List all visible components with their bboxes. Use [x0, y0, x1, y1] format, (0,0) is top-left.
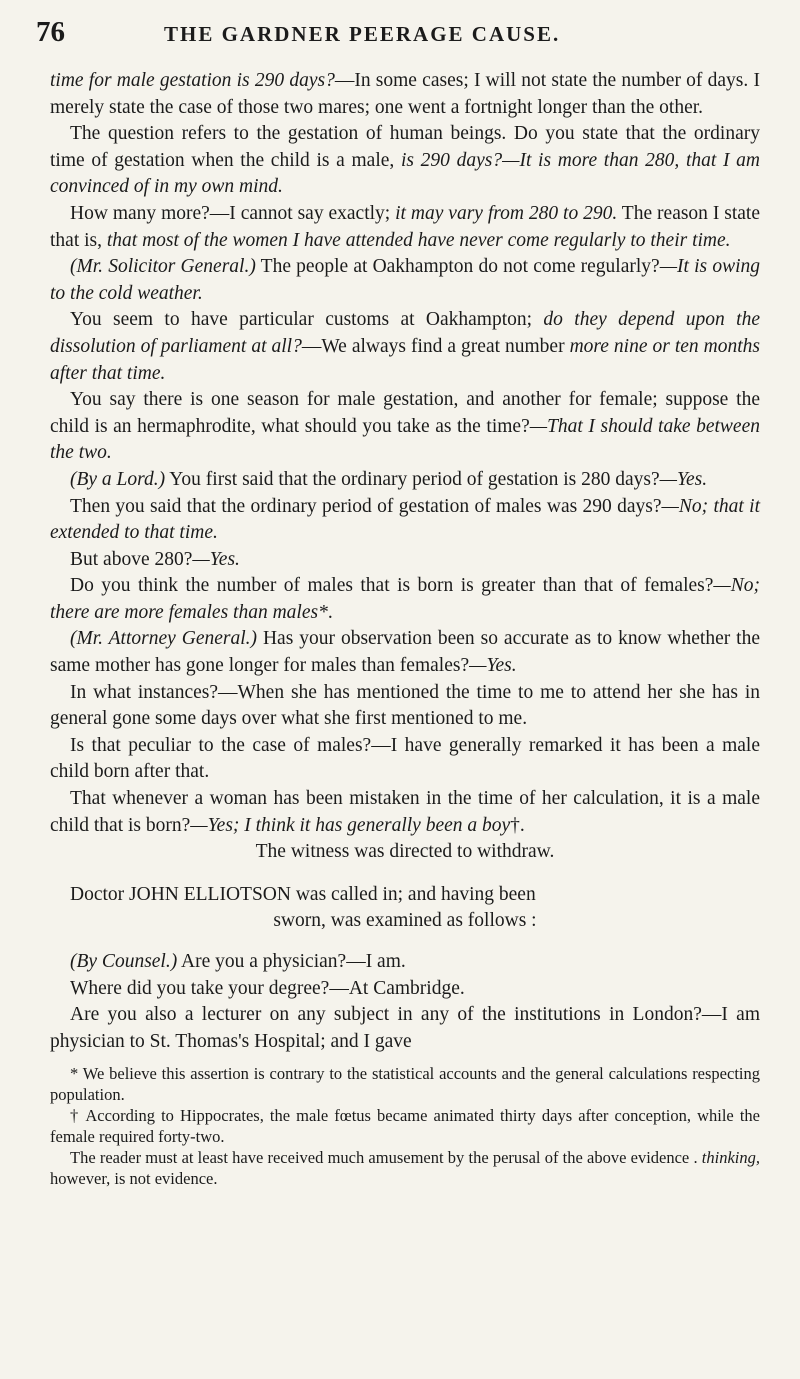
paragraph-15: [50, 949, 760, 976]
paragraph-3: [50, 201, 760, 254]
answer-text: —No; that it extended to that time.: [50, 495, 761, 544]
footnote-2: † According to Hippocrates, the male fœtus became animated thirty days after conception, while the female required forty-two.: [50, 1106, 760, 1147]
speaker: (By Counsel.): [70, 951, 178, 972]
question-text: Where did you take your degree?: [70, 977, 330, 999]
speaker: (Mr. Attorney General.): [70, 628, 258, 650]
answer-text: —I have generally remarked it has been a male child born after that.: [50, 734, 760, 783]
answer-text: —It is more than 280, that I am convinced of in my own mind.: [50, 149, 760, 198]
question-italic: do they depend upon the dissolution of parliament at all?: [50, 309, 760, 357]
paragraph-4: [50, 254, 760, 307]
page-header: [36, 16, 764, 50]
question-text: Are you also a lecturer on any subject in any of the institutions in London?: [70, 1004, 702, 1026]
answer-text: —At Cambridge.: [329, 977, 465, 999]
paragraph-7: [50, 467, 760, 494]
question-text: The question refers to the gestation of human beings. Do you state that the ordinary time of gestation when the child is a male,: [50, 123, 760, 171]
paragraph-14: [50, 786, 760, 839]
sentence-end: .: [519, 814, 525, 836]
question-text: The people at Oakhampton do not come regularly?: [255, 256, 660, 278]
question-text: Has your observation been so accurate as to know whether the same mother has gone longer for males than females?: [50, 628, 760, 677]
question-text: Then you said that the ordinary period of gestation of males was 290 days?: [70, 495, 662, 517]
withdraw-note: The witness was directed to withdraw.: [255, 841, 555, 863]
sentence-end: .: [327, 601, 333, 623]
paragraph-1: [50, 68, 760, 121]
paragraph-2: [50, 121, 760, 201]
witness-introduction: Doctor JOHN ELLIOTSON was called in; and having been: [70, 883, 536, 905]
testimony-text: [36, 68, 764, 1055]
question-text: How many more?: [70, 202, 210, 224]
paragraph-12: [50, 680, 760, 733]
answer-text-2: The reason I state that is,: [50, 202, 760, 251]
paragraph-17: [50, 1002, 760, 1055]
speaker: (By a Lord.): [70, 468, 166, 490]
answer-text: —Yes; I think it has generally been a boy: [190, 814, 511, 836]
answer-italic-2: that most of the women I have attended have never come regularly to their time.: [106, 229, 731, 251]
answer-text: —When she has mentioned the time to me to attend her she has in general gone some days over what she first mentioned to me.: [50, 681, 760, 730]
answer-text: —I cannot say exactly;: [209, 202, 396, 224]
answer-text: —No; there are more females than males: [50, 575, 760, 623]
paragraph-5: [50, 307, 760, 387]
footnote-3: [50, 1147, 760, 1189]
answer-italic: more nine or ten months after that time.: [50, 335, 760, 384]
question-text: Do you think the number of males that is born is greater than that of females?: [70, 575, 714, 597]
running-title: THE GARDNER PEERAGE CAUSE.: [164, 22, 561, 46]
paragraph-8: [50, 494, 760, 547]
answer-text: —In some cases; I will not state the number of days. I merely state the case of those two mares; one went a fortnight longer than the other.: [50, 70, 760, 118]
answer-text: —Yes.: [469, 655, 517, 677]
question-text: That whenever a woman has been mistaken in the time of her calculation, it is a male child that is born?: [50, 788, 760, 836]
question-text: You first said that the ordinary period of gestation is 280 days?: [165, 468, 660, 490]
paragraph-9: [50, 547, 760, 574]
question-text: You say there is one season for male gestation, and another for female; suppose the child is an hermaphrodite, what should you take as the time?: [50, 389, 760, 437]
footnote-3-text: The reader must at least have received much amusement by the perusal of the above evidence .: [70, 1148, 702, 1168]
paragraph-16: [50, 976, 760, 1003]
witness-introduction-continued: sworn, was examined as follows :: [273, 910, 537, 932]
page-number: 76: [36, 16, 65, 48]
paragraph-10: [50, 573, 760, 626]
answer-text: —I am physician to St. Thomas's Hospital; and I gave: [50, 1004, 761, 1052]
answer-text: —It is owing to the cold weather.: [50, 256, 760, 304]
question-italic: is 290 days?: [400, 149, 503, 171]
answer-text: —That I should take between the two.: [50, 415, 760, 464]
paragraph-6: [50, 387, 760, 467]
question-text: But above 280?: [70, 548, 193, 570]
answer-text: —Yes.: [659, 468, 708, 490]
paragraph-13: [50, 733, 760, 786]
question-text: Are you a physician?: [177, 951, 347, 972]
footnote-mark: †: [510, 814, 520, 836]
question-text: time for male gestation is 290 days?: [50, 70, 335, 91]
footnote-3-italic: thinking,: [701, 1148, 760, 1168]
answer-text: —We always find a great number: [301, 335, 570, 357]
paragraph-11: [50, 626, 760, 679]
answer-text: —Yes.: [192, 548, 240, 570]
footnotes: [36, 1063, 764, 1189]
question-text: In what instances?: [70, 681, 219, 703]
footnote-1: * We believe this assertion is contrary to the statistical accounts and the general calculations respecting population.: [50, 1064, 760, 1105]
footnote-3-end: however, is not evidence.: [50, 1169, 218, 1189]
speaker: (Mr. Solicitor General.): [70, 256, 256, 278]
answer-italic: it may vary from 280 to 290.: [395, 202, 618, 224]
question-text: You seem to have particular customs at Oakhampton;: [70, 309, 544, 331]
question-text: Is that peculiar to the case of males?: [70, 734, 372, 756]
footnote-mark: *: [318, 601, 328, 623]
answer-text: —I am.: [346, 951, 406, 972]
